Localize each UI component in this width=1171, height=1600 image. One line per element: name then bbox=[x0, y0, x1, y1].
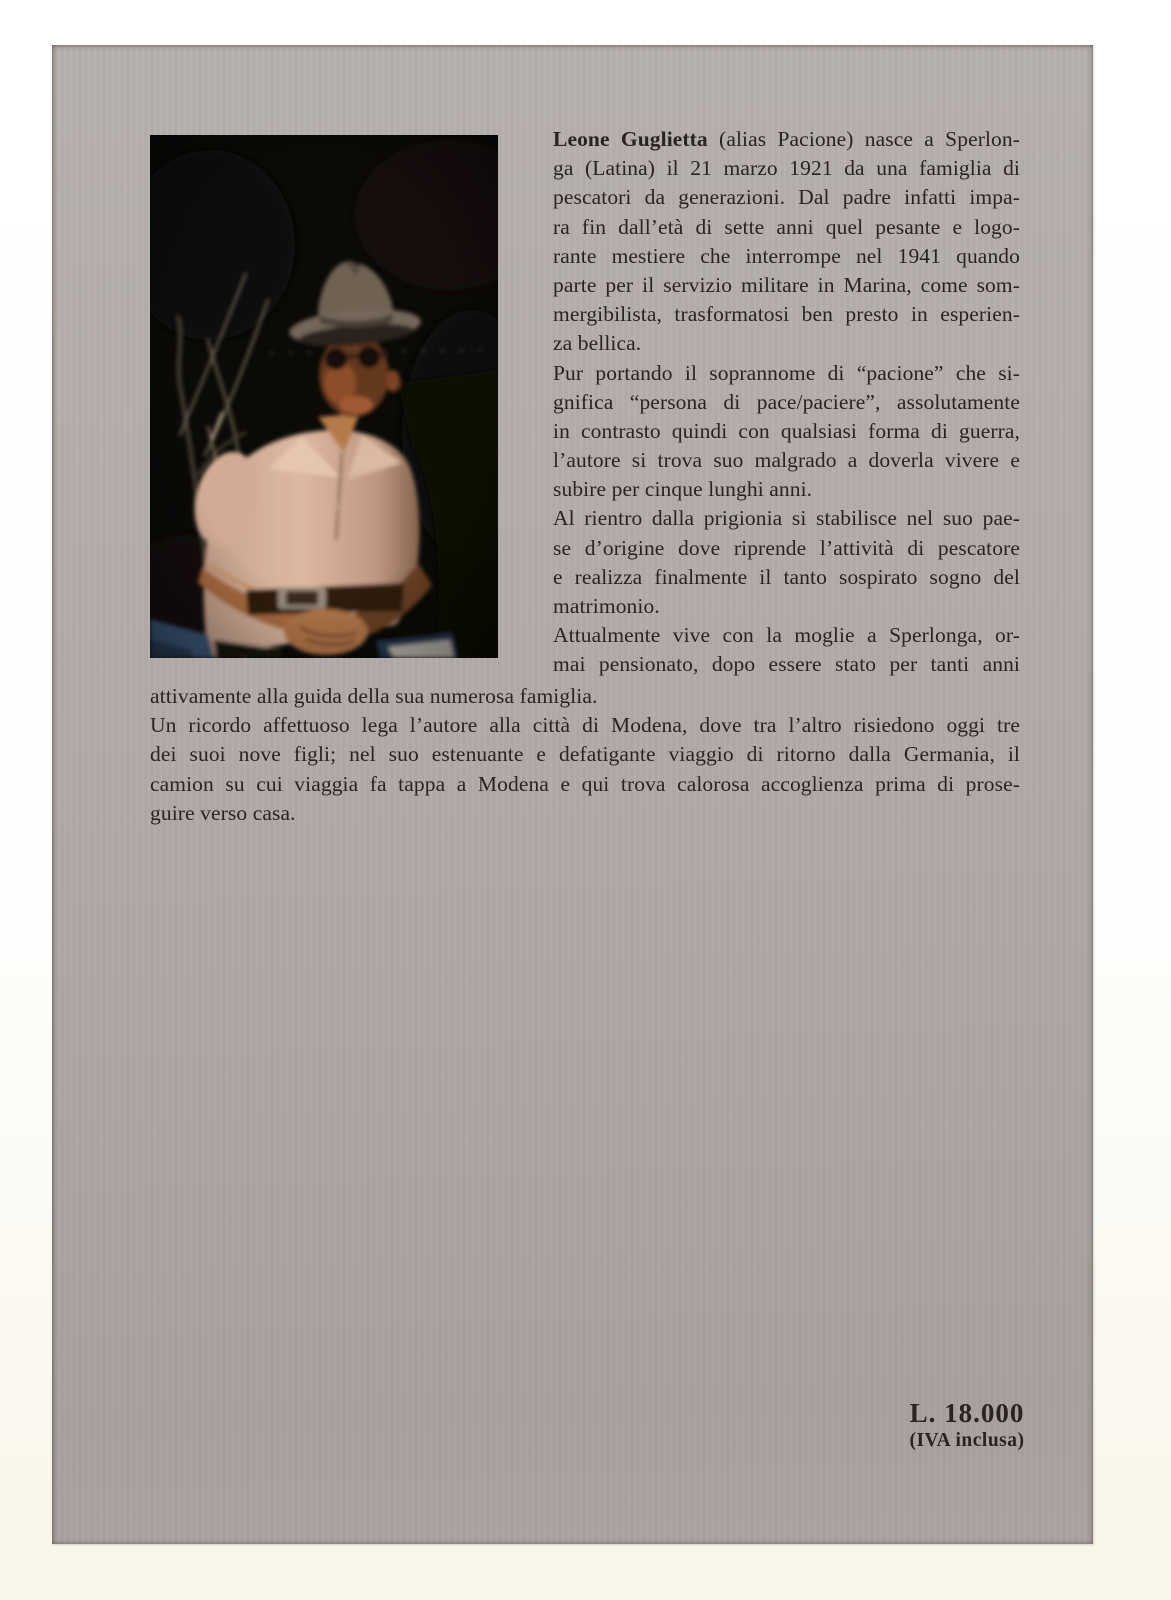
price-vat-note: (IVA inclusa) bbox=[909, 1430, 1025, 1451]
bio-line: e realizza finalmente il tanto sospirato sogno del bbox=[553, 564, 1020, 589]
bio-line: gnifica “persona di pace/paciere”, assolutamente bbox=[553, 389, 1020, 414]
author-photo-illustration bbox=[150, 135, 498, 658]
bio-line: se d’origine dove riprende l’attività di pescatore bbox=[553, 535, 1020, 560]
bio-line: l’autore si trova suo malgrado a doverla vivere e bbox=[553, 448, 1020, 473]
bio-line: mai pensionato, dopo essere stato per tanti anni bbox=[553, 652, 1020, 677]
bio-line: ra fin dall’età di sette anni quel pesante e logo- bbox=[553, 214, 1020, 239]
author-photo bbox=[150, 135, 498, 658]
bio-line: Al rientro dalla prigionia si stabilisce nel suo pae- bbox=[553, 506, 1020, 531]
bio-text-full-width bbox=[150, 682, 1020, 828]
bio-line: camion su cui viaggia fa tappa a Modena e qui trova calorosa accoglienza prima di prose- bbox=[150, 771, 1020, 796]
price-amount: L. 18.000 bbox=[909, 1398, 1025, 1428]
bio-line: ga (Latina) il 21 marzo 1921 da una famiglia di bbox=[553, 156, 1020, 181]
price-block bbox=[822, 1397, 1112, 1453]
bio-line: attivamente alla guida della sua numerosa famiglia. bbox=[150, 684, 598, 708]
bio-line: pescatori da generazioni. Dal padre infatti impa- bbox=[553, 185, 1020, 210]
book-back-cover bbox=[52, 45, 1093, 1544]
bio-line: dei suoi nove figli; nel suo estenuante e defatigante viaggio di ritorno dalla Germania, il bbox=[150, 742, 1020, 767]
bio-line: matrimonio. bbox=[553, 594, 660, 618]
bio-line: za bellica. bbox=[553, 331, 642, 356]
bio-text-column bbox=[553, 125, 1020, 680]
bio-line: guire verso casa. bbox=[150, 800, 296, 825]
bio-line: parte per il servizio militare in Marina, come som- bbox=[553, 272, 1020, 297]
bio-line: mergibilista, trasformatosi ben presto in esperien- bbox=[553, 302, 1020, 327]
bio-line: Attualmente vive con la moglie a Sperlonga, or- bbox=[553, 623, 1020, 648]
bio-line: rante mestiere che interrompe nel 1941 quando bbox=[553, 243, 1020, 268]
bio-line: in contrasto quindi con qualsiasi forma di guerra, bbox=[553, 418, 1020, 443]
bio-line: subire per cinque lunghi anni. bbox=[553, 477, 813, 502]
bio-line: Un ricordo affettuoso lega l’autore alla città di Modena, dove tra l’altro risiedono oggi tre bbox=[150, 713, 1020, 738]
bio-line: Pur portando il soprannome di “pacione” che si- bbox=[553, 360, 1020, 385]
bio-line: Leone Guglietta (alias Pacione) nasce a Sperlon- bbox=[553, 127, 1020, 151]
author-name: Leone Guglietta bbox=[553, 127, 708, 151]
